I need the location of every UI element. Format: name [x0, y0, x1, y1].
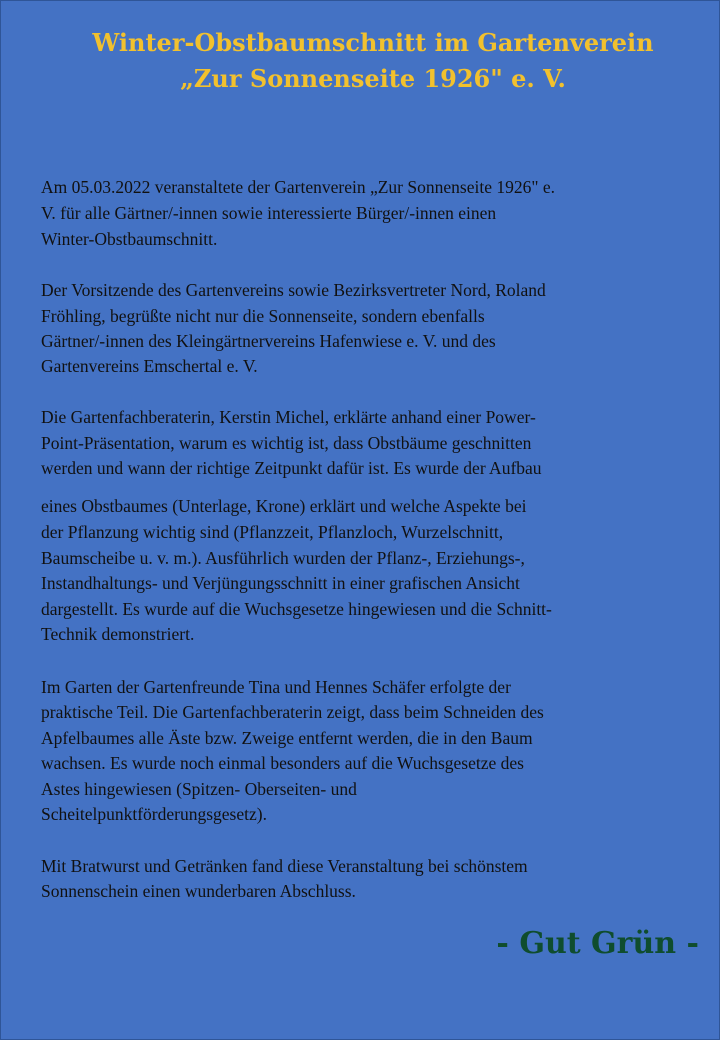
title-line-2: „Zur Sonnenseite 1926" e. V. [180, 64, 566, 93]
body-line: wachsen. Es wurde noch einmal besonders auf die Wuchsgesetze des [41, 753, 524, 773]
body-line: Gärtner/-innen des Kleingärtnervereins Hafenwiese e. V. und des [41, 331, 496, 351]
body-line: eines Obstbaumes (Unterlage, Krone) erklärt und welche Aspekte bei [41, 496, 527, 516]
body-line: V. für alle Gärtner/-innen sowie interessierte Bürger/-innen einen [41, 203, 497, 223]
body-line: Mit Bratwurst und Getränken fand diese Veranstaltung bei schönstem [41, 856, 528, 876]
body-line: Astes hingewiesen (Spitzen- Oberseiten- und [41, 779, 357, 799]
body-line: werden und wann der richtige Zeitpunkt dafür ist. Es wurde der Aufbau [41, 458, 542, 478]
body-line: Winter-Obstbaumschnitt. [41, 229, 218, 249]
body-line: Technik demonstriert. [41, 624, 195, 644]
body-line: Am 05.03.2022 veranstaltete der Gartenverein „Zur Sonnenseite 1926" e. [41, 177, 555, 197]
signature: - Gut Grün - [496, 926, 699, 961]
body-line: Scheitelpunktförderungsgesetz). [41, 804, 267, 824]
body-line: Der Vorsitzende des Gartenvereins sowie Bezirksvertreter Nord, Roland [41, 280, 546, 300]
body-line: Die Gartenfachberaterin, Kerstin Michel, erklärte anhand einer Power- [41, 407, 536, 427]
body-line: dargestellt. Es wurde auf die Wuchsgesetze hingewiesen und die Schnitt- [41, 599, 552, 619]
body-line: Point-Präsentation, warum es wichtig ist, dass Obstbäume geschnitten [41, 433, 532, 453]
body-line: Apfelbaumes alle Äste bzw. Zweige entfernt werden, die in den Baum [41, 728, 533, 748]
body-line: der Pflanzung wichtig sind (Pflanzzeit, Pflanzloch, Wurzelschnitt, [41, 522, 504, 542]
body-line: Fröhling, begrüßte nicht nur die Sonnenseite, sondern ebenfalls [41, 306, 485, 326]
title-line-1: Winter-Obstbaumschnitt im Gartenverein [92, 28, 654, 57]
body-line: praktische Teil. Die Gartenfachberaterin zeigt, dass beim Schneiden des [41, 702, 544, 722]
body-line: Sonnenschein einen wunderbaren Abschluss. [41, 881, 356, 901]
body-line: Instandhaltungs- und Verjüngungsschnitt in einer grafischen Ansicht [41, 573, 520, 593]
body-line: Im Garten der Gartenfreunde Tina und Hennes Schäfer erfolgte der [41, 677, 511, 697]
body-line: Gartenvereins Emschertal e. V. [41, 356, 258, 376]
body-line: Baumscheibe u. v. m.). Ausführlich wurden der Pflanz-, Erziehungs-, [41, 548, 525, 568]
